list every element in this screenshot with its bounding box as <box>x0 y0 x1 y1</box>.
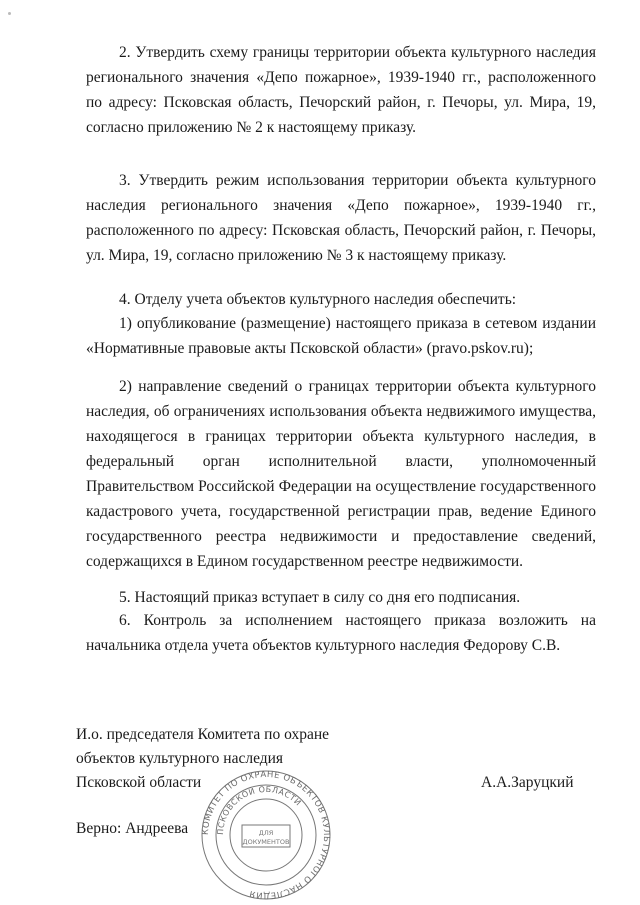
paragraph-item-4: 4. Отделу учета объектов культурного наследия обеспечить: <box>119 291 517 308</box>
official-seal-stamp <box>196 770 336 900</box>
signature-position-line-1: И.о. председателя Комитета по охране <box>76 726 330 743</box>
signature-position-line-3: Псковской области <box>76 774 202 791</box>
signature-position-line-2: объектов культурного наследия <box>76 750 284 767</box>
paragraph-item-2: 2. Утвердить схему границы территории объекта культурного наследия регионального значения «Депо пожарное», 1939-1940 гг., расположенного по адресу: Псковская область, Печорский район, г. Печоры, ул. Мира, 19, согласно приложению № 2 к настоящему приказу. <box>86 44 596 136</box>
verified-by: Верно: Андреева <box>76 820 189 837</box>
paragraph-item-4-1: 1) опубликование (размещение) настоящего приказа в сетевом издании «Нормативные правовые акты Псковской области» (pravo.pskov.ru); <box>86 315 596 357</box>
paragraph-item-6: 6. Контроль за исполнением настоящего приказа возложить на начальника отдела учета объектов культурного наследия Федорову С.В. <box>86 612 596 654</box>
paragraph-item-4-2: 2) направление сведений о границах территории объекта культурного наследия, об ограничениях использования объекта недвижимого имущества, находящегося в границах территории объекта культурного наследия, в федеральный орган исполнительной власти, уполномоченный Правительством Российской Федерации на осуществление государственного кадастрового учета, государственной регистрации прав, ведение Единого государственного реестра недвижимости и предоставление сведений, содержащихся в Едином государственном реестре недвижимости. <box>86 378 596 570</box>
stamp-center-text-1: ДЛЯ <box>258 829 274 837</box>
paragraph-item-5: 5. Настоящий приказ вступает в силу со дня его подписания. <box>119 589 521 606</box>
stamp-outer-text: КОМИТЕТ ПО ОХРАНЕ ОБЪЕКТОВ КУЛЬТУРНОГО НАСЛЕДИЯ <box>200 770 332 900</box>
stamp-inner-text: ПСКОВСКОЙ ОБЛАСТИ <box>215 784 303 836</box>
paragraph-item-3: 3. Утвердить режим использования территории объекта культурного наследия регионального значения «Депо пожарное», 1939-1940 гг., расположенного по адресу: Псковская область, Печорский район, г. Печоры, ул. Мира, 19, согласно приложению № 3 к настоящему приказу. <box>86 172 596 264</box>
stamp-center-text-2: ДОКУМЕНТОВ <box>242 838 290 846</box>
signer-name: А.А.Заруцкий <box>481 774 574 791</box>
scan-speck <box>8 12 11 15</box>
